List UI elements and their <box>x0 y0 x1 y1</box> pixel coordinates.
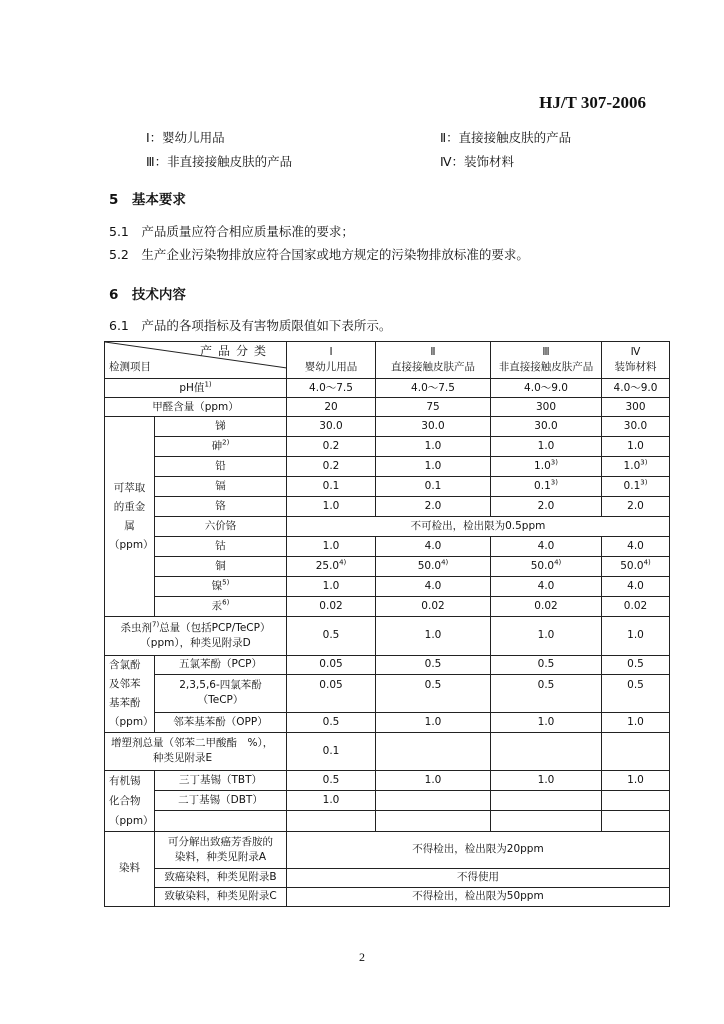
cell: 1.0 <box>491 770 602 790</box>
cell: 4.0 <box>491 577 602 597</box>
row-dye <box>105 887 670 906</box>
row-metal <box>105 417 670 437</box>
cell: 1.0 <box>602 437 670 457</box>
row-metal <box>105 597 670 617</box>
cell: 0.5 <box>602 675 670 713</box>
span-cell: 不得检出，检出限为20ppm <box>287 831 670 868</box>
cell: 20 <box>287 398 376 417</box>
cell: 1.0 <box>287 790 376 810</box>
organotin-group-label: 有机锡 化合物 （ppm） <box>105 770 155 831</box>
cell: 1.0 <box>491 617 602 655</box>
cell: 1.0 <box>287 497 376 517</box>
cell: 1.0$^{3)}$ <box>602 457 670 477</box>
metal-name: 六价铬 <box>155 517 287 537</box>
cell: 0.02 <box>287 597 376 617</box>
cell: 1.0 <box>376 770 491 790</box>
row-metal <box>105 497 670 517</box>
cell: 0.2 <box>287 457 376 477</box>
paragraph-5-2: 5.2 生产企业污染物排放应符合国家或地方规定的污染物排放标准的要求。 <box>109 247 529 262</box>
cell: 4.0～9.0 <box>491 379 602 398</box>
cell: 1.0 <box>602 617 670 655</box>
cell: 4.0～9.0 <box>602 379 670 398</box>
substance-name: 邻苯基苯酚（OPP） <box>155 713 287 733</box>
metal-name: 锑 <box>155 417 287 437</box>
row-metal <box>105 517 670 537</box>
cell: 2.0 <box>491 497 602 517</box>
col-head-2: Ⅱ 直接接触皮肤产品 <box>376 342 491 379</box>
cell: 50.0$^{4)}$ <box>602 557 670 577</box>
dye-name: 致敏染料，种类见附录C <box>155 887 287 906</box>
cell: 2.0 <box>602 497 670 517</box>
cell: 0.5 <box>376 675 491 713</box>
metal-name: 铜 <box>155 557 287 577</box>
metal-name: 镍$^{5)}$ <box>155 577 287 597</box>
cell: 0.05 <box>287 655 376 675</box>
metals-group-label: 可萃取的重金属（ppm） <box>105 417 155 617</box>
row-metal <box>105 437 670 457</box>
cell <box>602 790 670 810</box>
cell: 0.5 <box>376 655 491 675</box>
cell: 30.0 <box>491 417 602 437</box>
blank-cell <box>287 810 376 831</box>
substance-name: 2,3,5,6-四氯苯酚 （TeCP） <box>155 675 287 713</box>
dye-group-label: 染料 <box>105 831 155 906</box>
cell: 0.05 <box>287 675 376 713</box>
cell: 4.0～7.5 <box>287 379 376 398</box>
cell: 1.0$^{3)}$ <box>491 457 602 477</box>
section-6-title: 6 技术内容 <box>109 287 186 303</box>
span-cell: 不得使用 <box>287 868 670 887</box>
cell: 0.1 <box>376 477 491 497</box>
cell: 0.5 <box>287 713 376 733</box>
cell: 50.0$^{4)}$ <box>376 557 491 577</box>
span-cell: 不可检出，检出限为0.5ppm <box>287 517 670 537</box>
row-organotin-blank <box>105 810 670 831</box>
cell <box>491 790 602 810</box>
cell: 1.0 <box>602 713 670 733</box>
row-ph <box>105 379 670 398</box>
row-dye <box>105 831 670 868</box>
cell: 1.0 <box>376 713 491 733</box>
cell <box>376 790 491 810</box>
header-category: 产品分类 <box>199 344 272 358</box>
col-head-4: Ⅳ 装饰材料 <box>602 342 670 379</box>
section-5-title: 5 基本要求 <box>109 192 186 208</box>
row-chlorophenol <box>105 655 670 675</box>
cell <box>376 732 491 770</box>
blank-cell <box>491 810 602 831</box>
cell: 30.0 <box>376 417 491 437</box>
row-metal <box>105 577 670 597</box>
row-label: pH值$^{1)}$ <box>105 379 287 398</box>
dye-name: 可分解出致癌芳香胺的 染料，种类见附录A <box>155 831 287 868</box>
cell: 4.0 <box>602 577 670 597</box>
cell: 0.5 <box>491 655 602 675</box>
row-formaldehyde <box>105 398 670 417</box>
cell: 1.0 <box>376 437 491 457</box>
cell: 1.0 <box>376 457 491 477</box>
cell: 1.0 <box>602 770 670 790</box>
class-1: Ⅰ：婴幼儿用品 <box>146 130 225 145</box>
cell: 4.0 <box>491 537 602 557</box>
standard-number: HJ/T 307-2006 <box>539 93 646 112</box>
class-2: Ⅱ：直接接触皮肤的产品 <box>440 130 572 145</box>
cell: 1.0 <box>287 577 376 597</box>
row-label: 杀虫剂$^{7)}$总量（包括PCP/TeCP） （ppm），种类见附录D <box>105 617 287 655</box>
chlorophenol-group-label: 含氯酚 及邻苯 基苯酚 （ppm） <box>105 655 155 732</box>
substance-name: 二丁基锡（DBT） <box>155 790 287 810</box>
row-metal <box>105 477 670 497</box>
cell <box>491 732 602 770</box>
cell: 4.0 <box>376 537 491 557</box>
row-pesticide <box>105 617 670 655</box>
header-item: 检测项目 <box>109 361 151 374</box>
cell: 0.02 <box>602 597 670 617</box>
cell: 300 <box>602 398 670 417</box>
row-metal <box>105 537 670 557</box>
cell: 0.1 <box>287 477 376 497</box>
blank-cell <box>155 810 287 831</box>
dye-name: 致癌染料，种类见附录B <box>155 868 287 887</box>
cell: 2.0 <box>376 497 491 517</box>
cell: 4.0 <box>376 577 491 597</box>
cell: 0.5 <box>491 675 602 713</box>
row-metal <box>105 457 670 477</box>
metal-name: 砷$^{2)}$ <box>155 437 287 457</box>
cell: 30.0 <box>602 417 670 437</box>
metal-name: 铅 <box>155 457 287 477</box>
row-chlorophenol <box>105 675 670 713</box>
cell: 0.1$^{3)}$ <box>602 477 670 497</box>
metal-name: 汞$^{6)}$ <box>155 597 287 617</box>
col-head-1: Ⅰ 婴幼儿用品 <box>287 342 376 379</box>
row-plasticizer <box>105 732 670 770</box>
paragraph-5-1: 5.1 产品质量应符合相应质量标准的要求； <box>109 224 354 239</box>
cell: 0.02 <box>491 597 602 617</box>
cell: 1.0 <box>287 537 376 557</box>
row-label: 甲醛含量（ppm） <box>105 398 287 417</box>
cell: 1.0 <box>376 617 491 655</box>
span-cell: 不得检出，检出限为50ppm <box>287 887 670 906</box>
cell: 0.02 <box>376 597 491 617</box>
class-3: Ⅲ：非直接接触皮肤的产品 <box>146 154 293 169</box>
cell: 4.0 <box>602 537 670 557</box>
row-dye <box>105 868 670 887</box>
metal-name: 铬 <box>155 497 287 517</box>
substance-name: 五氯苯酚（PCP） <box>155 655 287 675</box>
cell: 0.5 <box>287 770 376 790</box>
metal-name: 钴 <box>155 537 287 557</box>
row-organotin <box>105 770 670 790</box>
cell <box>602 732 670 770</box>
class-4: Ⅳ：装饰材料 <box>440 154 515 169</box>
cell: 50.0$^{4)}$ <box>491 557 602 577</box>
cell: 1.0 <box>491 437 602 457</box>
metal-name: 镉 <box>155 477 287 497</box>
cell: 0.1$^{3)}$ <box>491 477 602 497</box>
substance-name: 三丁基锡（TBT） <box>155 770 287 790</box>
cell: 25.0$^{4)}$ <box>287 557 376 577</box>
cell: 0.5 <box>287 617 376 655</box>
cell: 0.1 <box>287 732 376 770</box>
cell: 4.0～7.5 <box>376 379 491 398</box>
row-chlorophenol <box>105 713 670 733</box>
row-organotin <box>105 790 670 810</box>
cell: 30.0 <box>287 417 376 437</box>
cell: 75 <box>376 398 491 417</box>
table-header-diagonal <box>105 342 287 379</box>
cell: 0.5 <box>602 655 670 675</box>
row-metal <box>105 557 670 577</box>
paragraph-6-1: 6.1 产品的各项指标及有害物质限值如下表所示。 <box>109 318 392 333</box>
cell: 300 <box>491 398 602 417</box>
page-number: 2 <box>359 950 365 964</box>
cell: 1.0 <box>491 713 602 733</box>
blank-cell <box>376 810 491 831</box>
blank-cell <box>602 810 670 831</box>
cell: 0.2 <box>287 437 376 457</box>
limits-table <box>104 341 670 907</box>
col-head-3: Ⅲ 非直接接触皮肤产品 <box>491 342 602 379</box>
row-label: 增塑剂总量（邻苯二甲酸酯 %）， 种类见附录E <box>105 732 287 770</box>
